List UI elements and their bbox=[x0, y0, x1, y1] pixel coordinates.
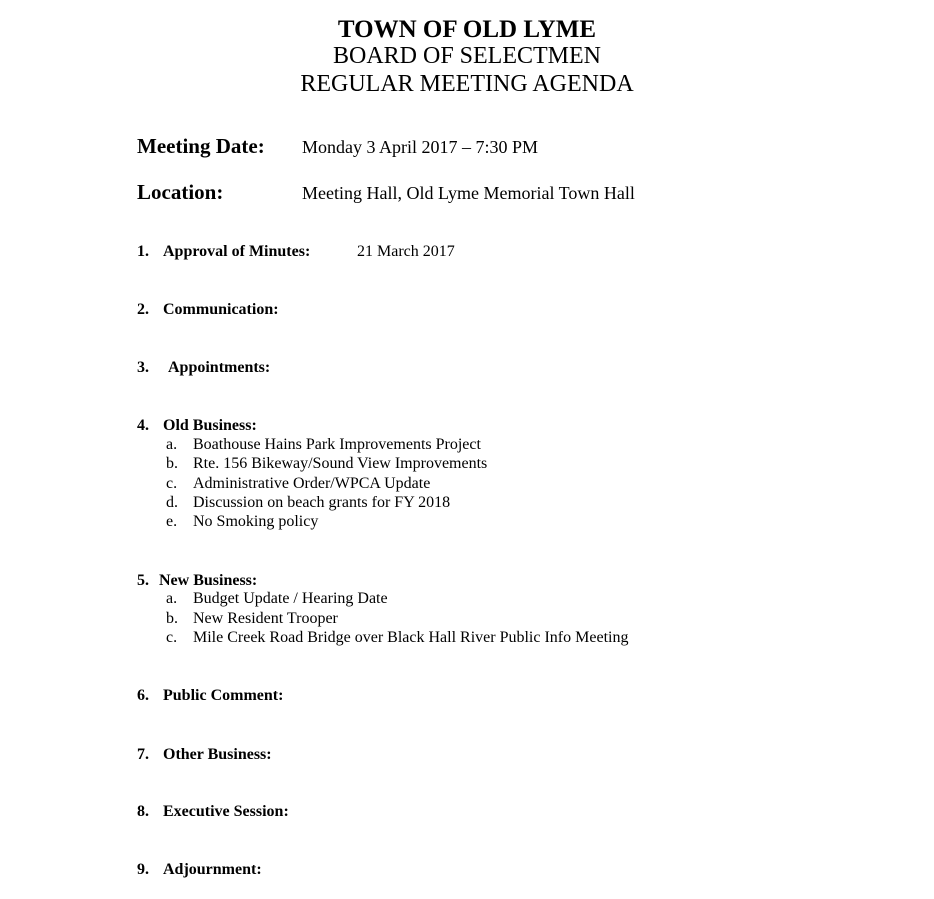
subitem-letter: c. bbox=[166, 475, 178, 492]
item-number: 7. bbox=[137, 746, 149, 763]
subitem-letter: a. bbox=[166, 590, 178, 607]
item-number: 4. bbox=[137, 417, 149, 434]
item-label-executive-session: Executive Session: bbox=[163, 803, 289, 820]
agenda-title: TOWN OF OLD LYME bbox=[337, 16, 597, 43]
item-value-minutes-date: 21 March 2017 bbox=[357, 243, 455, 260]
meeting-date-label: Meeting Date: bbox=[137, 134, 265, 158]
subitem-text: Discussion on beach grants for FY 2018 bbox=[193, 494, 451, 511]
item-label-new-business: New Business: bbox=[159, 572, 258, 589]
subitem-text: Mile Creek Road Bridge over Black Hall River Public Info Meeting bbox=[193, 629, 629, 646]
item-label-communication: Communication: bbox=[163, 301, 279, 318]
subitem-letter: c. bbox=[166, 629, 178, 646]
item-label-adjournment: Adjournment: bbox=[163, 861, 262, 878]
item-label-approval-of-minutes: Approval of Minutes: bbox=[163, 243, 311, 260]
item-number: 3. bbox=[137, 359, 149, 376]
item-number: 1. bbox=[137, 243, 149, 260]
agenda-doc-type: REGULAR MEETING AGENDA bbox=[300, 71, 634, 97]
item-label-old-business: Old Business: bbox=[163, 417, 257, 434]
subitem-letter: e. bbox=[166, 513, 178, 530]
agenda-subtitle: BOARD OF SELECTMEN bbox=[332, 43, 602, 69]
subitem-letter: b. bbox=[166, 455, 178, 472]
item-number: 2. bbox=[137, 301, 149, 318]
subitem-letter: a. bbox=[166, 436, 178, 453]
item-number: 6. bbox=[137, 687, 149, 704]
subitem-text: New Resident Trooper bbox=[193, 610, 338, 627]
item-number: 9. bbox=[137, 861, 149, 878]
subitem-text: Administrative Order/WPCA Update bbox=[193, 475, 431, 492]
subitem-letter: d. bbox=[166, 494, 178, 511]
meeting-date-value: Monday 3 April 2017 – 7:30 PM bbox=[302, 137, 539, 157]
item-number: 8. bbox=[137, 803, 149, 820]
item-number: 5. bbox=[137, 572, 149, 589]
subitem-text: No Smoking policy bbox=[193, 513, 319, 530]
subitem-letter: b. bbox=[166, 610, 178, 627]
item-label-public-comment: Public Comment: bbox=[163, 687, 284, 704]
subitem-text: Rte. 156 Bikeway/Sound View Improvements bbox=[193, 455, 488, 472]
subitem-text: Budget Update / Hearing Date bbox=[193, 590, 388, 607]
location-value: Meeting Hall, Old Lyme Memorial Town Hall bbox=[302, 183, 635, 203]
item-label-other-business: Other Business: bbox=[163, 746, 272, 763]
location-label: Location: bbox=[137, 180, 224, 204]
subitem-text: Boathouse Hains Park Improvements Project bbox=[193, 436, 481, 453]
item-label-appointments: Appointments: bbox=[168, 359, 271, 376]
